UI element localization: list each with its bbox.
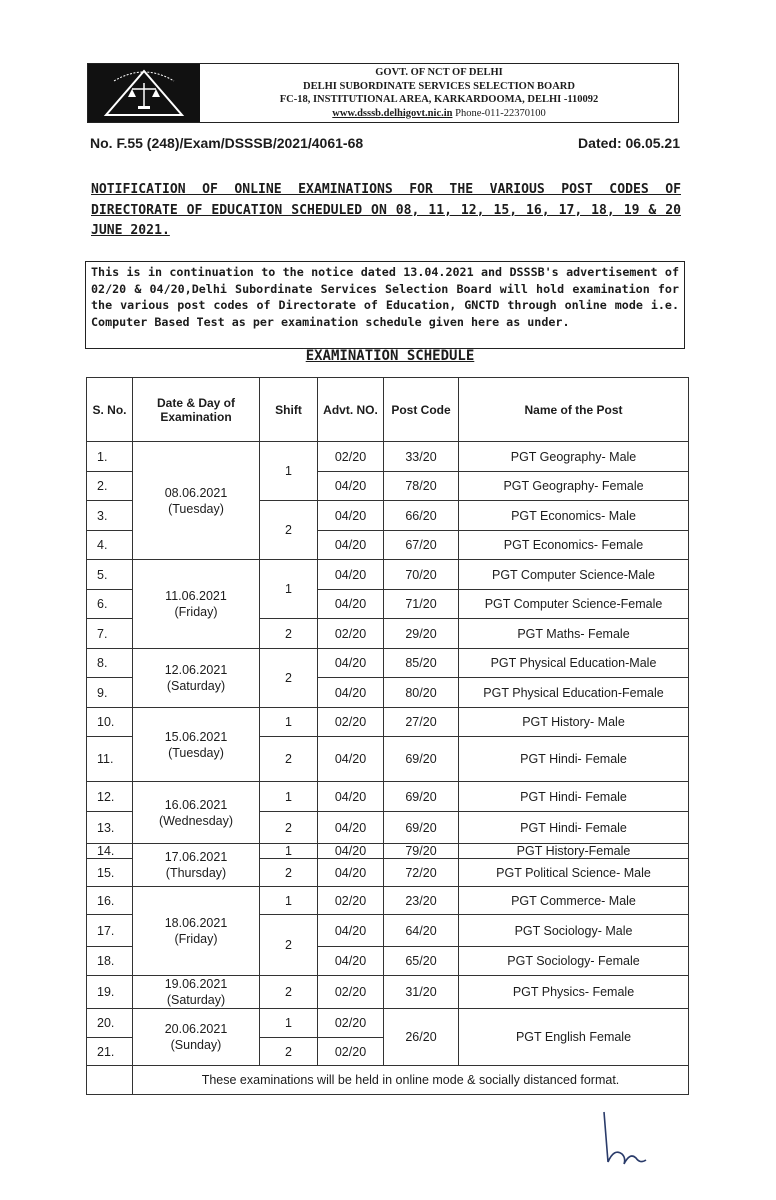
examination-schedule-table: [86, 377, 689, 1095]
exam-date: 16.06.2021: [164, 797, 228, 812]
contact-line: [200, 107, 678, 121]
exam-day: (Thursday): [165, 866, 227, 880]
post-code-cell: 29/20: [384, 619, 459, 649]
exam-date-cell: [133, 887, 260, 976]
exam-date-cell: [133, 560, 260, 649]
letterhead: [87, 63, 679, 123]
shift-cell: 1: [260, 782, 318, 812]
shift-cell: 2: [260, 915, 318, 976]
advt-number-cell: 04/20: [318, 649, 384, 678]
exam-day: (Tuesday): [168, 501, 224, 516]
post-name-cell: PGT Computer Science-Male: [459, 560, 689, 590]
exam-date: 15.06.2021: [164, 729, 228, 744]
advt-number-cell: 02/20: [318, 708, 384, 737]
exam-date-cell: [133, 976, 260, 1009]
shift-cell: 2: [260, 649, 318, 708]
notice-subject: NOTIFICATION OF ONLINE EXAMINATIONS FOR THE VARIOUS POST CODES OF DIRECTORATE OF EDUCATION SCHEDULED ON 08, 11, 12, 15, 16, 17, 18, 19 & 20 JUNE 2021.: [91, 182, 681, 238]
intro-paragraph: This is in continuation to the notice dated 13.04.2021 and DSSSB's advertisement of 02/20 & 04/20,Delhi Subordinate Services Selection Board will hold examination for the various post codes of Directorate of Education, GNCTD through online mode i.e. Computer Based Test as per examination schedule given here as under.: [85, 261, 685, 349]
post-name-cell: PGT Sociology- Female: [459, 947, 689, 976]
serial-number-cell: 4.: [87, 531, 133, 560]
post-name-cell: PGT Physics- Female: [459, 976, 689, 1009]
schedule-heading: EXAMINATION SCHEDULE: [305, 348, 475, 364]
serial-number-cell: 20.: [87, 1009, 133, 1038]
post-code-cell: 69/20: [384, 737, 459, 782]
advt-number-cell: 04/20: [318, 844, 384, 859]
website-link[interactable]: www.dsssb.delhigovt.nic.in: [332, 107, 453, 119]
post-code-cell: 64/20: [384, 915, 459, 947]
post-name-cell: PGT Hindi- Female: [459, 812, 689, 844]
govt-line: GOVT. OF NCT OF DELHI: [375, 67, 503, 78]
post-name-cell: PGT Sociology- Male: [459, 915, 689, 947]
post-code-cell: 65/20: [384, 947, 459, 976]
advt-number-cell: 04/20: [318, 560, 384, 590]
footer-note: These examinations will be held in online mode & socially distanced format.: [133, 1066, 689, 1095]
table-footer-row: [87, 1066, 689, 1095]
advt-number-cell: 02/20: [318, 976, 384, 1009]
letterhead-text: [200, 64, 678, 122]
serial-number-cell: 10.: [87, 708, 133, 737]
table-row: [87, 442, 689, 472]
post-code-cell: 71/20: [384, 590, 459, 619]
serial-number-cell: 2.: [87, 472, 133, 501]
post-code-cell: 67/20: [384, 531, 459, 560]
serial-number-cell: 7.: [87, 619, 133, 649]
col-header-post-name: Name of the Post: [459, 378, 689, 442]
shift-cell: 2: [260, 1038, 318, 1066]
exam-day: (Wednesday): [158, 813, 234, 828]
post-name-cell: PGT Geography- Female: [459, 472, 689, 501]
shift-cell: 2: [260, 619, 318, 649]
col-header-advt: Advt. NO.: [318, 378, 384, 442]
serial-number-cell: 13.: [87, 812, 133, 844]
serial-number-cell: 5.: [87, 560, 133, 590]
exam-day: (Friday): [174, 605, 218, 619]
serial-number-cell: 1.: [87, 442, 133, 472]
table-row: [87, 887, 689, 915]
post-code-cell: 27/20: [384, 708, 459, 737]
board-address: FC-18, INSTITUTIONAL AREA, KARKARDOOMA, DELHI -110092: [279, 94, 599, 105]
advt-number-cell: 04/20: [318, 947, 384, 976]
col-header-sno: S. No.: [87, 378, 133, 442]
post-name-cell: PGT Hindi- Female: [459, 782, 689, 812]
exam-day: (Sunday): [170, 1038, 222, 1052]
exam-day: (Friday): [174, 932, 218, 946]
serial-number-cell: 11.: [87, 737, 133, 782]
post-code-cell: 85/20: [384, 649, 459, 678]
advt-number-cell: 04/20: [318, 531, 384, 560]
table-row: [87, 649, 689, 678]
post-name-cell: PGT Geography- Male: [459, 442, 689, 472]
serial-number-cell: 15.: [87, 859, 133, 887]
exam-day: (Saturday): [166, 679, 226, 693]
advt-number-cell: 02/20: [318, 442, 384, 472]
exam-day: (Saturday): [166, 993, 226, 1007]
post-name-cell: PGT Economics- Male: [459, 501, 689, 531]
post-name-cell: PGT English Female: [459, 1009, 689, 1066]
post-code-cell: 80/20: [384, 678, 459, 708]
col-header-post-code: Post Code: [384, 378, 459, 442]
reference-number: No. F.55 (248)/Exam/DSSSB/2021/4061-68: [90, 135, 364, 151]
exam-date-cell: [133, 442, 260, 560]
serial-number-cell: 6.: [87, 590, 133, 619]
serial-number-cell: 16.: [87, 887, 133, 915]
exam-date-cell: [133, 708, 260, 782]
post-name-cell: PGT Maths- Female: [459, 619, 689, 649]
exam-date: 19.06.2021: [164, 977, 228, 991]
post-code-cell: 70/20: [384, 560, 459, 590]
col-header-shift: Shift: [260, 378, 318, 442]
post-name-cell: PGT History-Female: [459, 844, 689, 859]
shift-cell: 2: [260, 859, 318, 887]
schedule-rows: [87, 442, 689, 1095]
exam-date-cell: [133, 649, 260, 708]
post-code-cell: 78/20: [384, 472, 459, 501]
table-row: [87, 844, 689, 859]
exam-date: 17.06.2021: [164, 850, 228, 864]
reference-line: [90, 135, 680, 151]
post-code-cell: 72/20: [384, 859, 459, 887]
post-name-cell: PGT Economics- Female: [459, 531, 689, 560]
table-row: [87, 782, 689, 812]
advt-number-cell: 04/20: [318, 737, 384, 782]
serial-number-cell: 9.: [87, 678, 133, 708]
shift-cell: 2: [260, 812, 318, 844]
advt-number-cell: 04/20: [318, 501, 384, 531]
shift-cell: 1: [260, 887, 318, 915]
shift-cell: 1: [260, 560, 318, 619]
footer-spacer-cell: [87, 1066, 133, 1095]
advt-number-cell: 04/20: [318, 859, 384, 887]
advt-number-cell: 04/20: [318, 812, 384, 844]
advt-number-cell: 04/20: [318, 472, 384, 501]
serial-number-cell: 19.: [87, 976, 133, 1009]
post-code-cell: 26/20: [384, 1009, 459, 1066]
post-name-cell: PGT Commerce- Male: [459, 887, 689, 915]
advt-number-cell: 02/20: [318, 887, 384, 915]
serial-number-cell: 21.: [87, 1038, 133, 1066]
serial-number-cell: 14.: [87, 844, 133, 859]
table-row: [87, 976, 689, 1009]
dsssb-logo: [88, 64, 200, 122]
post-name-cell: PGT Computer Science-Female: [459, 590, 689, 619]
post-name-cell: PGT Political Science- Male: [459, 859, 689, 887]
post-code-cell: 79/20: [384, 844, 459, 859]
post-name-cell: PGT Physical Education-Male: [459, 649, 689, 678]
exam-date-cell: [133, 782, 260, 844]
post-code-cell: 66/20: [384, 501, 459, 531]
shift-cell: 1: [260, 844, 318, 859]
advt-number-cell: 04/20: [318, 782, 384, 812]
table-header-row: [87, 378, 689, 442]
exam-date: 18.06.2021: [164, 916, 228, 930]
shift-cell: 2: [260, 737, 318, 782]
post-name-cell: PGT Physical Education-Female: [459, 678, 689, 708]
exam-date: 12.06.2021: [164, 663, 228, 677]
exam-date-cell: [133, 1009, 260, 1066]
serial-number-cell: 17.: [87, 915, 133, 947]
post-code-cell: 23/20: [384, 887, 459, 915]
post-code-cell: 33/20: [384, 442, 459, 472]
serial-number-cell: 8.: [87, 649, 133, 678]
shift-cell: 1: [260, 1009, 318, 1038]
notice-date: Dated: 06.05.21: [578, 135, 680, 151]
shift-cell: 2: [260, 976, 318, 1009]
serial-number-cell: 12.: [87, 782, 133, 812]
board-name: DELHI SUBORDINATE SERVICES SELECTION BOARD: [303, 80, 575, 92]
exam-date-cell: [133, 844, 260, 887]
post-name-cell: PGT Hindi- Female: [459, 737, 689, 782]
table-row: [87, 1009, 689, 1038]
shift-cell: 1: [260, 442, 318, 501]
phone-number: Phone-011-22370100: [455, 107, 546, 119]
advt-number-cell: 02/20: [318, 619, 384, 649]
shift-cell: 1: [260, 708, 318, 737]
table-row: [87, 560, 689, 590]
scales-emblem-icon: [94, 67, 194, 119]
exam-date: 08.06.2021: [164, 485, 228, 500]
signature-mark: [596, 1108, 656, 1168]
table-row: [87, 708, 689, 737]
post-code-cell: 31/20: [384, 976, 459, 1009]
exam-date: 20.06.2021: [164, 1022, 228, 1036]
exam-date: 11.06.2021: [165, 589, 227, 603]
advt-number-cell: 04/20: [318, 915, 384, 947]
post-name-cell: PGT History- Male: [459, 708, 689, 737]
advt-number-cell: 02/20: [318, 1009, 384, 1038]
advt-number-cell: 04/20: [318, 590, 384, 619]
exam-day: (Tuesday): [168, 745, 224, 760]
shift-cell: 2: [260, 501, 318, 560]
post-code-cell: 69/20: [384, 782, 459, 812]
advt-number-cell: 04/20: [318, 678, 384, 708]
advt-number-cell: 02/20: [318, 1038, 384, 1066]
col-header-date: Date & Day of Examination: [133, 378, 260, 442]
serial-number-cell: 18.: [87, 947, 133, 976]
serial-number-cell: 3.: [87, 501, 133, 531]
post-code-cell: 69/20: [384, 812, 459, 844]
